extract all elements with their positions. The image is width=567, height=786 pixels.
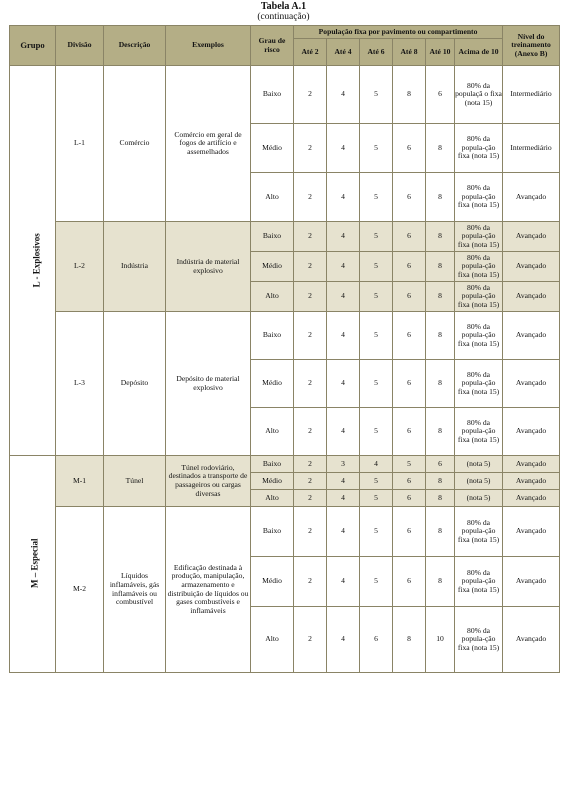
table-subtitle: (continuação) xyxy=(257,12,310,22)
header-descricao: Descrição xyxy=(104,26,166,66)
population-value: 4 xyxy=(360,456,393,473)
population-value: 4 xyxy=(327,252,360,282)
training-level: Avançado xyxy=(503,408,560,456)
table-row xyxy=(10,312,560,360)
population-value: 2 xyxy=(294,408,327,456)
population-value: 6 xyxy=(426,66,455,124)
population-value: 4 xyxy=(327,360,360,408)
header-divisao: Divisão xyxy=(56,26,104,66)
population-value: 4 xyxy=(327,557,360,607)
population-value: 8 xyxy=(426,473,455,490)
table-body xyxy=(10,66,560,673)
population-value: 6 xyxy=(393,473,426,490)
training-level: Avançado xyxy=(503,360,560,408)
population-above-10: 80% da popula-ção fixa (nota 15) xyxy=(455,124,503,173)
population-above-10: 80% da populaçã o fixa (nota 15) xyxy=(455,66,503,124)
division-code: L-1 xyxy=(56,66,104,222)
division-description: Líquidos inflamáveis, gás inflamáveis ou combustível xyxy=(104,507,166,673)
population-value: 5 xyxy=(393,456,426,473)
training-level: Avançado xyxy=(503,490,560,507)
division-examples: Túnel rodoviário, destinados a transporte de passageiros ou cargas diversas xyxy=(166,456,251,507)
training-level: Avançado xyxy=(503,456,560,473)
population-value: 2 xyxy=(294,282,327,312)
header-col-ate-10: Até 10 xyxy=(426,39,455,66)
population-value: 8 xyxy=(426,222,455,252)
header-nivel: Nível do treinamento (Anexo B) xyxy=(503,26,560,66)
table-title: Tabela A.1 xyxy=(260,1,307,12)
risk-level: Baixo xyxy=(251,222,294,252)
population-value: 10 xyxy=(426,607,455,673)
population-above-10: 80% da popula-ção fixa (nota 15) xyxy=(455,408,503,456)
population-value: 2 xyxy=(294,124,327,173)
population-value: 6 xyxy=(393,222,426,252)
division-examples: Edificação destinada à produção, manipulação, armazenamento e distribuição de líquidos ou gases combustíveis e inflamáveis xyxy=(166,507,251,673)
group-label: M – Especial xyxy=(29,538,40,589)
population-above-10: (nota 5) xyxy=(455,490,503,507)
population-value: 8 xyxy=(426,124,455,173)
population-above-10: (nota 5) xyxy=(455,473,503,490)
risk-level: Baixo xyxy=(251,507,294,557)
population-value: 5 xyxy=(360,490,393,507)
population-value: 2 xyxy=(294,173,327,222)
population-above-10: 80% da popula-ção fixa (nota 15) xyxy=(455,312,503,360)
risk-level: Médio xyxy=(251,360,294,408)
header-col-acima-10: Acima de 10 xyxy=(455,39,503,66)
population-above-10: 80% da popula-ção fixa (nota 15) xyxy=(455,607,503,673)
population-value: 8 xyxy=(426,557,455,607)
population-value: 2 xyxy=(294,507,327,557)
risk-table xyxy=(9,25,560,673)
table-row xyxy=(10,456,560,473)
training-level: Avançado xyxy=(503,557,560,607)
training-level: Avançado xyxy=(503,607,560,673)
population-value: 6 xyxy=(393,173,426,222)
population-value: 5 xyxy=(360,312,393,360)
population-value: 4 xyxy=(327,607,360,673)
population-value: 6 xyxy=(426,456,455,473)
population-value: 8 xyxy=(426,312,455,360)
population-value: 6 xyxy=(393,252,426,282)
header-exemplos: Exemplos xyxy=(166,26,251,66)
table-row xyxy=(10,222,560,252)
division-description: Depósito xyxy=(104,312,166,456)
population-value: 2 xyxy=(294,490,327,507)
risk-level: Médio xyxy=(251,473,294,490)
population-value: 5 xyxy=(360,507,393,557)
population-value: 2 xyxy=(294,473,327,490)
population-value: 8 xyxy=(426,173,455,222)
population-value: 5 xyxy=(360,173,393,222)
population-value: 5 xyxy=(360,282,393,312)
risk-level: Médio xyxy=(251,124,294,173)
risk-level: Alto xyxy=(251,408,294,456)
population-above-10: 80% da popula-ção fixa (nota 15) xyxy=(455,360,503,408)
risk-level: Alto xyxy=(251,282,294,312)
group-cell xyxy=(10,66,56,456)
header-col-ate-6: Até 6 xyxy=(360,39,393,66)
population-value: 2 xyxy=(294,360,327,408)
population-value: 5 xyxy=(360,557,393,607)
risk-level: Médio xyxy=(251,252,294,282)
population-value: 6 xyxy=(393,124,426,173)
population-value: 6 xyxy=(393,490,426,507)
population-value: 8 xyxy=(426,507,455,557)
population-value: 4 xyxy=(327,473,360,490)
population-value: 8 xyxy=(426,408,455,456)
risk-level: Alto xyxy=(251,173,294,222)
division-examples: Indústria de material explosivo xyxy=(166,222,251,312)
header-grau-de-risco: Grau de risco xyxy=(251,26,294,66)
population-value: 4 xyxy=(327,507,360,557)
division-code: L-3 xyxy=(56,312,104,456)
division-code: L-2 xyxy=(56,222,104,312)
division-description: Comércio xyxy=(104,66,166,222)
population-value: 5 xyxy=(360,473,393,490)
header-col-ate-2: Até 2 xyxy=(294,39,327,66)
population-above-10: (nota 5) xyxy=(455,456,503,473)
risk-level: Alto xyxy=(251,490,294,507)
population-value: 2 xyxy=(294,252,327,282)
population-value: 6 xyxy=(393,282,426,312)
population-value: 8 xyxy=(426,490,455,507)
table-header xyxy=(10,26,560,66)
population-value: 2 xyxy=(294,66,327,124)
population-value: 5 xyxy=(360,408,393,456)
table-row xyxy=(10,507,560,557)
population-value: 6 xyxy=(393,360,426,408)
division-description: Indústria xyxy=(104,222,166,312)
population-value: 5 xyxy=(360,360,393,408)
population-above-10: 80% da popula-ção fixa (nota 15) xyxy=(455,507,503,557)
population-value: 5 xyxy=(360,222,393,252)
population-value: 3 xyxy=(327,456,360,473)
risk-level: Baixo xyxy=(251,456,294,473)
population-value: 4 xyxy=(327,408,360,456)
population-value: 6 xyxy=(393,312,426,360)
population-value: 4 xyxy=(327,490,360,507)
population-value: 4 xyxy=(327,124,360,173)
population-value: 2 xyxy=(294,456,327,473)
table-row xyxy=(10,66,560,124)
population-value: 2 xyxy=(294,222,327,252)
header-grupo: Grupo xyxy=(10,26,56,66)
population-value: 4 xyxy=(327,222,360,252)
population-above-10: 80% da popula-ção fixa (nota 15) xyxy=(455,282,503,312)
risk-level: Alto xyxy=(251,607,294,673)
population-value: 8 xyxy=(426,282,455,312)
population-value: 6 xyxy=(360,607,393,673)
header-populacao: População fixa por pavimento ou compartimento xyxy=(294,26,503,39)
training-level: Avançado xyxy=(503,282,560,312)
group-cell xyxy=(10,456,56,673)
training-level: Intermediário xyxy=(503,66,560,124)
division-description: Túnel xyxy=(104,456,166,507)
population-value: 2 xyxy=(294,557,327,607)
population-value: 5 xyxy=(360,124,393,173)
population-value: 5 xyxy=(360,66,393,124)
population-value: 2 xyxy=(294,607,327,673)
group-label: L - Explosivos xyxy=(31,232,42,288)
division-code: M-1 xyxy=(56,456,104,507)
header-col-ate-8: Até 8 xyxy=(393,39,426,66)
population-value: 4 xyxy=(327,173,360,222)
population-value: 6 xyxy=(393,408,426,456)
training-level: Avançado xyxy=(503,252,560,282)
population-value: 4 xyxy=(327,66,360,124)
population-value: 2 xyxy=(294,312,327,360)
population-value: 6 xyxy=(393,557,426,607)
header-col-ate-4: Até 4 xyxy=(327,39,360,66)
division-code: M-2 xyxy=(56,507,104,673)
risk-level: Médio xyxy=(251,557,294,607)
population-value: 5 xyxy=(360,252,393,282)
division-examples: Depósito de material explosivo xyxy=(166,312,251,456)
training-level: Avançado xyxy=(503,507,560,557)
population-above-10: 80% da popula-ção fixa (nota 15) xyxy=(455,252,503,282)
training-level: Avançado xyxy=(503,312,560,360)
training-level: Avançado xyxy=(503,173,560,222)
population-value: 6 xyxy=(393,507,426,557)
population-above-10: 80% da popula-ção fixa (nota 15) xyxy=(455,222,503,252)
risk-level: Baixo xyxy=(251,66,294,124)
training-level: Avançado xyxy=(503,473,560,490)
population-above-10: 80% da popula-ção fixa (nota 15) xyxy=(455,173,503,222)
population-value: 4 xyxy=(327,312,360,360)
population-value: 8 xyxy=(426,360,455,408)
population-value: 8 xyxy=(426,252,455,282)
population-value: 4 xyxy=(327,282,360,312)
division-examples: Comércio em geral de fogos de artifício e assemelhados xyxy=(166,66,251,222)
risk-level: Baixo xyxy=(251,312,294,360)
population-value: 8 xyxy=(393,66,426,124)
population-above-10: 80% da popula-ção fixa (nota 15) xyxy=(455,557,503,607)
training-level: Intermediário xyxy=(503,124,560,173)
population-value: 8 xyxy=(393,607,426,673)
training-level: Avançado xyxy=(503,222,560,252)
